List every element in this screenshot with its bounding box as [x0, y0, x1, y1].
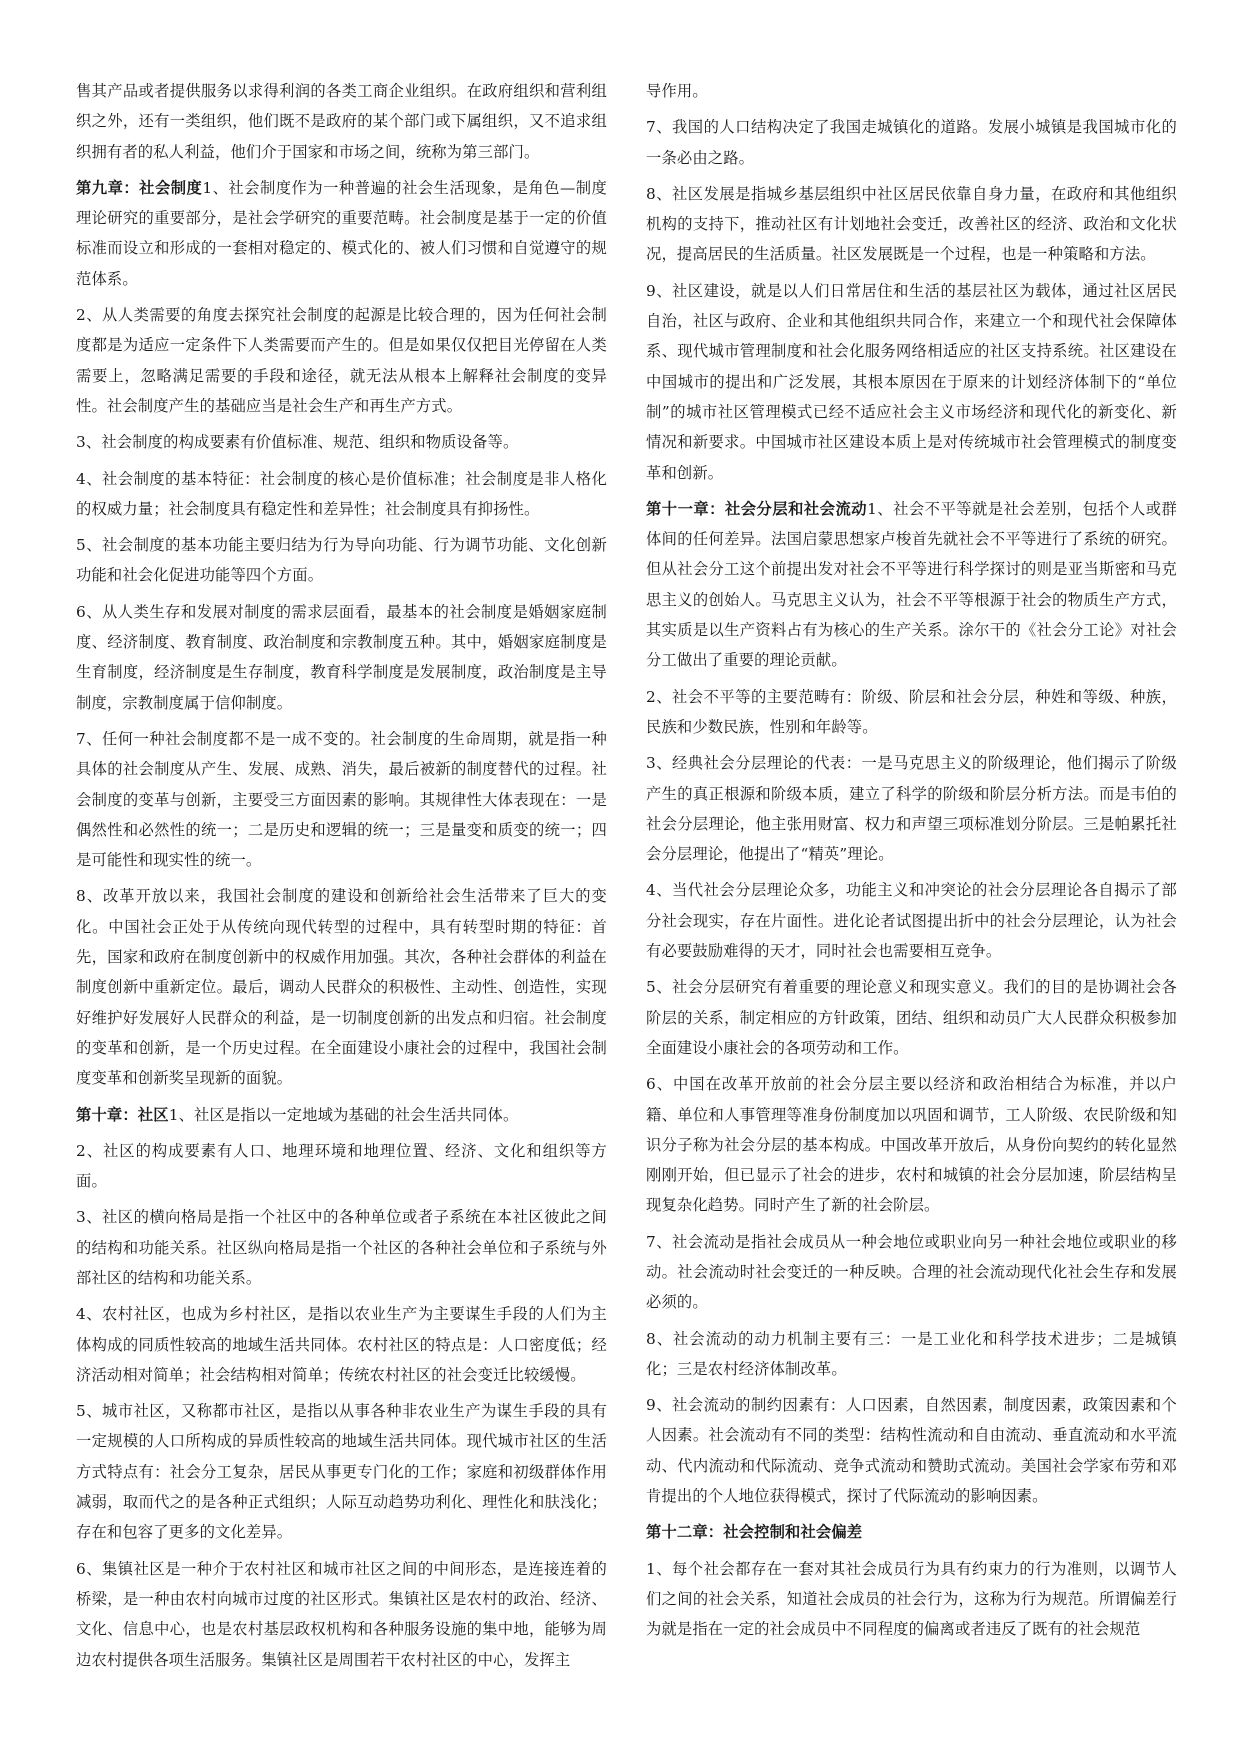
- chapter-heading: 第十一章：社会分层和社会流动: [646, 499, 868, 518]
- paragraph-text: 4、社会制度的基本特征：社会制度的核心是价值标准；社会制度是非人格化的权威力量；社会制度具有稳定性和差异性；社会制度具有抑扬性。: [76, 469, 607, 518]
- paragraph-text: 7、我国的人口结构决定了我国走城镇化的道路。发展小城镇是我国城市化的一条必由之路。: [646, 118, 1177, 167]
- paragraph-text: 1、社会制度作为一种普遍的社会生活现象，是角色—制度理论研究的重要部分，是社会学研究的重要范畴。社会制度是基于一定的价值标准而设立和形成的一套相对稳定的、模式化的、被人们习惯和自觉遵守的规范体系。: [76, 178, 608, 288]
- paragraph-text: 5、社会分层研究有着重要的理论意义和现实意义。我们的目的是协调社会各阶层的关系，制定相应的方针政策，团结、组织和动员广大人民群众积极参加全面建设小康社会的各项劳动和工作。: [646, 978, 1177, 1057]
- paragraph-text: 4、农村社区，也成为乡村社区，是指以农业生产为主要谋生手段的人们为主体构成的同质性较高的地域生活共同体。农村社区的特点是：人口密度低；经济活动相对简单；社会结构相对简单；传统农村社区的社会变迁比较缓慢。: [76, 1305, 607, 1384]
- paragraph: [76, 1202, 607, 1293]
- paragraph-text: 3、经典社会分层理论的代表：一是马克思主义的阶级理论，他们揭示了阶级产生的真正根源和阶级本质，建立了科学的阶级和阶层分析方法。而是韦伯的社会分层理论，他主张用财富、权力和声望三项标准划分阶层。三是帕累托社会分层理论，他提出了“精英”理论。: [646, 754, 1177, 864]
- paragraph: [646, 276, 1177, 488]
- paragraph-text: 2、社区的构成要素有人口、地理环境和地理位置、经济、文化和组织等方面。: [76, 1141, 607, 1191]
- left-text-column: [76, 76, 607, 1681]
- paragraph-text: 6、集镇社区是一种介于农村社区和城市社区之间的中间形态，是连接连着的桥梁，是一种由农村向城市过度的社区形式。集镇社区是农村的政治、经济、文化、信息中心，也是农村基层政权机构和各种服务设施的集中地，能够为周边农村提供各项生活服务。集镇社区是周围若干农村社区的中心，发挥主: [76, 1559, 607, 1669]
- paragraph: [76, 597, 607, 718]
- paragraph: [646, 1554, 1177, 1645]
- paragraph-text: 9、社会流动的制约因素有：人口因素，自然因素，制度因素，政策因素和个人因素。社会流动有不同的类型：结构性流动和自由流动、垂直流动和水平流动、代内流动和代际流动、竞争式流动和赞助式流动。美国社会学家布劳和邓肯提出的个人地位获得模式，探讨了代际流动的影响因素。: [646, 1396, 1177, 1506]
- paragraph-text: 7、社会流动是指社会成员从一种会地位或职业向另一种社会地位或职业的移动。社会流动时社会变迁的一种反映。合理的社会流动现代化社会生存和发展必须的。: [646, 1232, 1177, 1312]
- paragraph-text: 5、城市社区，又称都市社区，是指以从事各种非农业生产为谋生手段的具有一定规模的人口所构成的异质性较高的地域生活共同体。现代城市社区的生活方式特点有：社会分工复杂，居民从事更专门化的工作；家庭和初级群体作用减弱，取而代之的是各种正式组织；人际互动趋势功利化、理性化和肤浅化；存在和包容了更多的文化差异。: [76, 1402, 607, 1542]
- paragraph-text: 2、社会不平等的主要范畴有：阶级、阶层和社会分层，种姓和等级、种族，民族和少数民族，性别和年龄等。: [646, 687, 1177, 736]
- paragraph: [76, 1136, 607, 1197]
- paragraph-text: 7、任何一种社会制度都不是一成不变的。社会制度的生命周期，就是指一种具体的社会制度从产生、发展、成熟、消失，最后被新的制度替代的过程。社会制度的变革与创新，主要受三方面因素的影响。其规律性大体表现在：一是偶然性和必然性的统一；二是历史和逻辑的统一；三是量变和质变的统一；四是可能性和现实性的统一。: [76, 729, 607, 870]
- paragraph: [76, 724, 607, 875]
- paragraph-text: 6、从人类生存和发展对制度的需求层面看，最基本的社会制度是婚姻家庭制度、经济制度、教育制度、政治制度和宗教制度五种。其中，婚姻家庭制度是生育制度，经济制度是生存制度，教育科学制度是发展制度，政治制度是主导制度，宗教制度属于信仰制度。: [76, 602, 607, 712]
- paragraph: [646, 112, 1177, 173]
- paragraph-text: 3、社区的横向格局是指一个社区中的各种单位或者子系统在本社区彼此之间的结构和功能关系。社区纵向格局是指一个社区的各种社会单位和子系统与外部社区的结构和功能关系。: [76, 1208, 607, 1287]
- chapter-heading: 第十章：社区: [76, 1105, 169, 1124]
- paragraph: [646, 682, 1177, 743]
- paragraph: [76, 76, 607, 167]
- paragraph-text: 售其产品或者提供服务以求得利润的各类工商企业组织。在政府组织和营利组织之外，还有一类组织，他们既不是政府的某个部门或下属组织，又不追求组织拥有者的私人利益，他们介于国家和市场之间，统称为第三部门。: [76, 82, 607, 161]
- chapter-heading: 第九章：社会制度: [76, 178, 203, 197]
- paragraph-text: 6、中国在改革开放前的社会分层主要以经济和政治相结合为标准，并以户籍、单位和人事管理等准身份制度加以巩固和调节，工人阶级、农民阶级和知识分子称为社会分层的基本构成。中国改革开放后，从身份向契约的转化显然刚刚开始，但已显示了社会的进步，农村和城镇的社会分层加速，阶层结构呈现复杂化趋势。同时产生了新的社会阶层。: [646, 1075, 1177, 1215]
- paragraph-text: 3、社会制度的构成要素有价值标准、规范、组织和物质设备等。: [76, 433, 519, 452]
- paragraph: [646, 875, 1177, 966]
- paragraph-text: 1、每个社会都存在一套对其社会成员行为具有约束力的行为准则，以调节人们之间的社会关系，知道社会成员的社会行为，这称为行为规范。所谓偏差行为就是指在一定的社会成员中不同程度的偏离或者违反了既有的社会规范: [646, 1559, 1177, 1639]
- paragraph-text: 5、社会制度的基本功能主要归结为行为导向功能、行为调节功能、文化创新功能和社会化促进功能等四个方面。: [76, 536, 607, 585]
- paragraph: [646, 76, 1177, 106]
- paragraph-text: 1、社区是指以一定地域为基础的社会生活共同体。: [168, 1105, 519, 1124]
- paragraph-text: 8、改革开放以来，我国社会制度的建设和创新给社会生活带来了巨大的变化。中国社会正处于从传统向现代转型的过程中，具有转型时期的特征：首先，国家和政府在制度创新中的权威作用加强。其次，各种社会群体的利益在制度创新中重新定位。最后，调动人民群众的积极性、主动性、创造性，实现好维护好发展好人民群众的利益，是一切制度创新的出发点和归宿。社会制度的变革和创新，是一个历史过程。在全面建设小康社会的过程中，我国社会制度变革和创新奖呈现新的面貌。: [76, 887, 607, 1088]
- paragraph-text: 2、从人类需要的角度去探究社会制度的起源是比较合理的，因为任何社会制度都是为适应一定条件下人类需要而产生的。但是如果仅仅把目光停留在人类需要上，忽略满足需要的手段和途径，就无法从根本上解释社会制度的变异性。社会制度产生的基础应当是社会生产和再生产方式。: [76, 306, 607, 415]
- chapter-heading: 第十二章：社会控制和社会偏差: [646, 1523, 863, 1542]
- paragraph-text: 8、社会流动的动力机制主要有三：一是工业化和科学技术进步；二是城镇化；三是农村经济体制改革。: [646, 1329, 1177, 1378]
- paragraph-text: 1、社会不平等就是社会差别，包括个人或群体间的任何差异。法国启蒙思想家卢梭首先就社会不平等进行了系统的研究。但从社会分工这个前提出发对社会不平等进行科学探讨的则是亚当斯密和马克思主义的创始人。马克思主义认为，社会不平等根源于社会的物质生产方式，其实质是以生产资料占有为核心的生产关系。涂尔干的《社会分工论》对社会分工做出了重要的理论贡献。: [646, 499, 1177, 670]
- paragraph: [76, 881, 607, 1093]
- paragraph-text: 4、当代社会分层理论众多，功能主义和冲突论的社会分层理论各自揭示了部分社会现实，存在片面性。进化论者试图提出折中的社会分层理论，认为社会有必要鼓励难得的天才，同时社会也需要相互竞争。: [646, 881, 1177, 961]
- paragraph: [76, 1299, 607, 1390]
- paragraph: [76, 530, 607, 591]
- paragraph: [646, 1390, 1177, 1511]
- paragraph: [76, 1396, 607, 1547]
- paragraph: [646, 1324, 1177, 1385]
- paragraph: [646, 179, 1177, 270]
- chapter-paragraph: [646, 1517, 1177, 1547]
- paragraph: [646, 972, 1177, 1063]
- paragraph: [76, 464, 607, 525]
- paragraph: [76, 1554, 607, 1675]
- paragraph-text: 导作用。: [646, 82, 708, 100]
- paragraph: [76, 300, 607, 421]
- paragraph: [646, 1227, 1177, 1318]
- paragraph: [76, 427, 607, 457]
- chapter-paragraph: [76, 1100, 607, 1130]
- paragraph-text: 8、社区发展是指城乡基层组织中社区居民依靠自身力量，在政府和其他组织机构的支持下，推动社区有计划地社会变迁，改善社区的经济、政治和文化状况，提高居民的生活质量。社区发展既是一个过程，也是一种策略和方法。: [646, 184, 1177, 264]
- paragraph: [646, 1069, 1177, 1220]
- chapter-paragraph: [76, 173, 607, 294]
- paragraph: [646, 748, 1177, 869]
- chapter-paragraph: [646, 494, 1177, 676]
- right-text-column: [646, 76, 1177, 1651]
- paragraph-text: 9、社区建设，就是以人们日常居住和生活的基层社区为载体，通过社区居民自治，社区与政府、企业和其他组织共同合作，来建立一个和现代社会保障体系、现代城市管理制度和社会化服务网络相适应的社区支持系统。社区建设在中国城市的提出和广泛发展，其根本原因在于原来的计划经济体制下的“单位制”的城市社区管理模式已经不适应社会主义市场经济和现代化的新变化、新情况和新要求。中国城市社区建设本质上是对传统城市社会管理模式的制度变革和创新。: [646, 281, 1177, 482]
